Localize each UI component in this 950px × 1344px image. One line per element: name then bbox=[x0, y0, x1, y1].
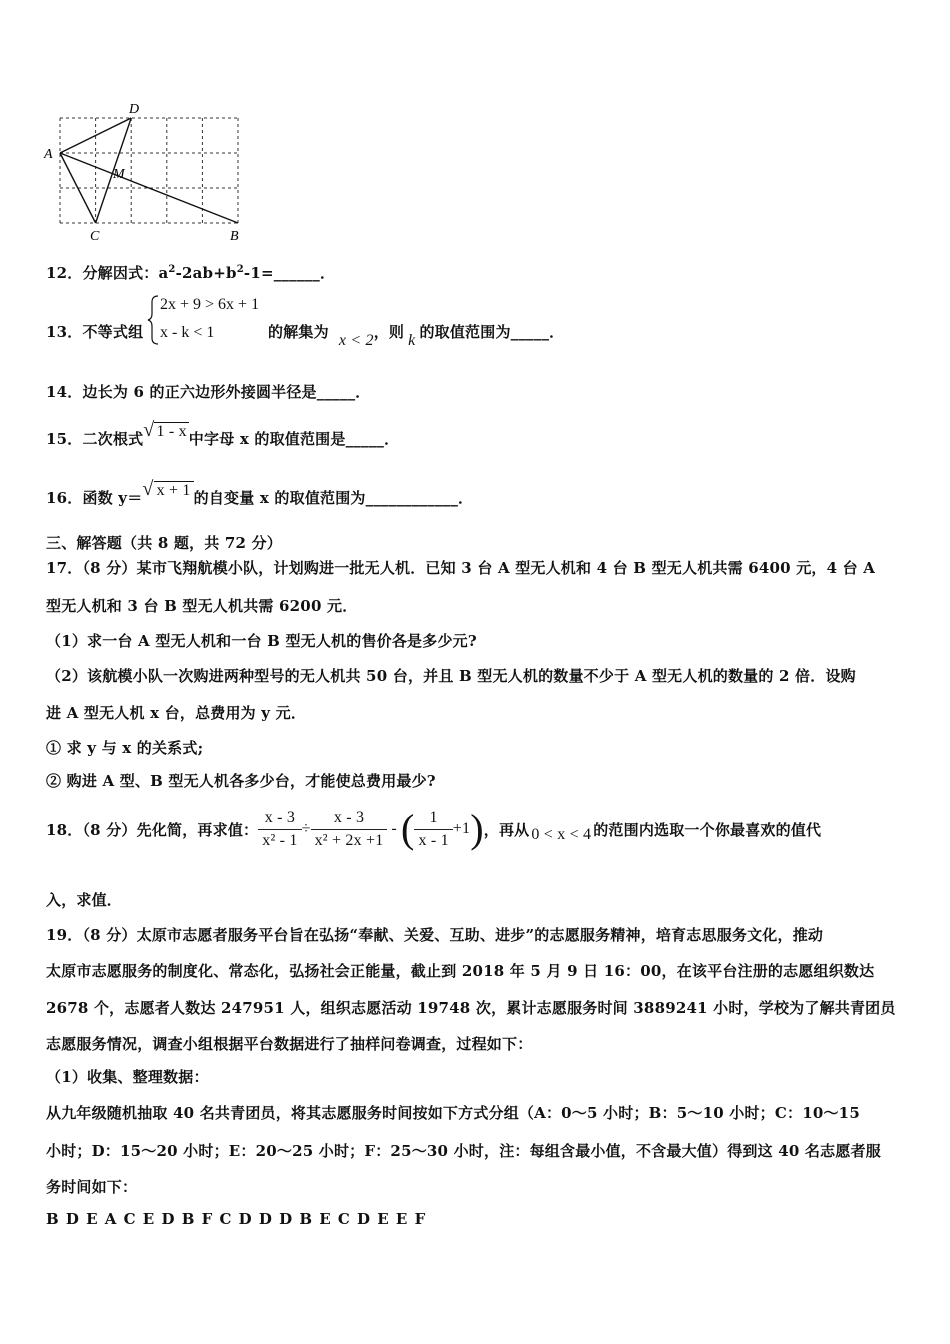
question-19-line-2: 太原市志愿服务的制度化、常态化，弘扬社会正能量，截止到 2018 年 5 月 9 日 16：00，在该平台注册的志愿组织数达 bbox=[46, 962, 875, 980]
question-19-data: B D E A C E D B F C D D D B E C D E E F bbox=[46, 1210, 427, 1228]
question-19-para-2: 小时；D：15～20 小时；E：20～25 小时；F：25～30 小时，注：每组含最小值，不含最大值）得到这 40 名志愿者服 bbox=[46, 1142, 881, 1160]
inequality-2: x - k < 1 bbox=[160, 324, 215, 341]
label-m: M bbox=[113, 167, 125, 182]
question-19-part-1: （1）收集、整理数据： bbox=[46, 1068, 209, 1086]
question-13-tail: 的解集为 x < 2，则 k 的取值范围为_____． bbox=[268, 323, 565, 349]
question-12: 12．分解因式：$a^2-2ab+b^2-1=\_\_\_\_\_\_$． bbox=[46, 264, 336, 282]
radical-1-x: √ 1 - x bbox=[143, 419, 187, 441]
question-19-line-3: 2678 个，志愿者人数达 247951 人，组织志愿活动 19748 次，累计志愿服务时间 3889241 小时，学校为了解共青团员 bbox=[46, 999, 896, 1017]
inequality-1: 2x + 9 > 6x + 1 bbox=[160, 296, 260, 313]
question-17-line-2: 型无人机和 3 台 B 型无人机共需 6200 元． bbox=[46, 597, 358, 615]
answer-blank: ____________ bbox=[365, 489, 459, 507]
question-14: 14．边长为 6 的正六边形外接圆半径是_____． bbox=[46, 383, 371, 401]
question-17-part-1: （1）求一台 A 型无人机和一台 B 型无人机的售价各是多少元? bbox=[46, 632, 477, 650]
label-b: B bbox=[230, 229, 239, 244]
answer-blank: _____ bbox=[345, 430, 385, 448]
question-19-para-1: 从九年级随机抽取 40 名共青团员，将其志愿服务时间按如下方式分组（A：0～5 小时；B：5～10 小时；C：10～15 bbox=[46, 1104, 860, 1122]
label-c: C bbox=[90, 229, 100, 244]
radical-x-plus-1: √ x + 1 bbox=[142, 482, 193, 499]
brace-icon bbox=[146, 294, 160, 346]
question-19-line-4: 志愿服务情况，调查小组根据平台数据进行了抽样问卷调查，过程如下： bbox=[46, 1035, 533, 1053]
question-17-line-1: 17．（8 分）某市飞翔航模小队，计划购进一批无人机．已知 3 台 A 型无人机和 4 台 B 型无人机共需 6400 元，4 台 A bbox=[46, 559, 876, 577]
label-d: D bbox=[129, 102, 140, 117]
section-title: 三、解答题（共 8 题，共 72 分） bbox=[46, 534, 283, 552]
question-13-prefix: 13．不等式组 bbox=[46, 323, 144, 341]
question-15: 15．二次根式√ 1 - x 中字母 x 的取值范围是_____． bbox=[46, 419, 400, 448]
question-18-line-2: 入，求值． bbox=[46, 891, 123, 909]
question-17-part-2a: （2）该航模小队一次购进两种型号的无人机共 50 台，并且 B 型无人机的数量不少于 A 型无人机的数量的 2 倍．设购 bbox=[46, 667, 856, 685]
question-19-line-1: 19．（8 分）太原市志愿者服务平台旨在弘扬“奉献、关爱、互助、进步”的志愿服务精神，培育志思服务文化，推动 bbox=[46, 926, 824, 944]
question-18: 18．（8 分）先化简，再求值： $\frac{x - 3}{\text{x² - 1}}$ ÷ $\frac{x - 3}{\text{x² + 2x +1}}$ - ( $\frac{1}{x - 1}$ +1 ) ，再从 0 < x < 4 的范围内选取一个你最喜欢的值代 bbox=[46, 806, 822, 851]
question-17-part-2b: 进 A 型无人机 x 台，总费用为 y 元． bbox=[46, 704, 307, 722]
question-17-sub-1: ① 求 y 与 x 的关系式; bbox=[46, 739, 204, 757]
fraction-1: $\frac{x - 3}{\text{x² - 1}}$ bbox=[258, 807, 301, 852]
answer-blank: ______ bbox=[273, 264, 320, 282]
fraction-2: $\frac{x - 3}{\text{x² + 2x +1}}$ bbox=[311, 807, 388, 852]
question-19-para-3: 务时间如下： bbox=[46, 1178, 138, 1196]
fraction-3: $\frac{1}{x - 1}$ bbox=[414, 807, 452, 852]
answer-blank: _____ bbox=[316, 383, 356, 401]
question-17-sub-2: ② 购进 A 型、B 型无人机各多少台，才能使总费用最少? bbox=[46, 772, 436, 790]
grid-figure bbox=[40, 98, 250, 246]
question-16: 16．函数 y＝√ x + 1 的自变量 x 的取值范围为____________． bbox=[46, 478, 474, 507]
answer-blank: _____ bbox=[510, 323, 550, 341]
label-a: A bbox=[44, 147, 53, 162]
